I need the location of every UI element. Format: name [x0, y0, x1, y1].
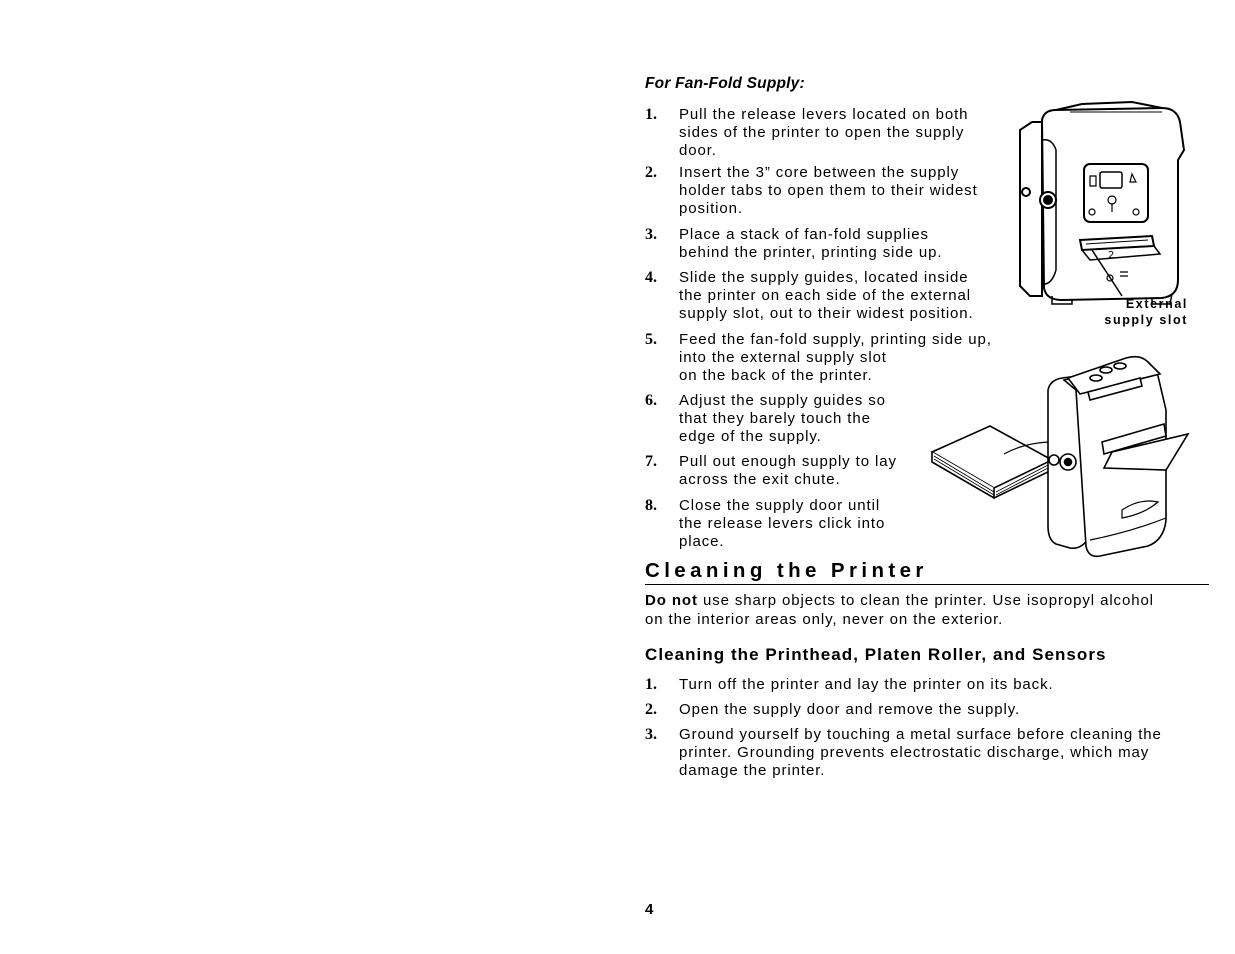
- printer-back-illustration: [1012, 100, 1192, 305]
- intro-bold: Do not: [645, 592, 698, 609]
- step-text-line: Ground yourself by touching a metal surface before cleaning the: [679, 726, 1162, 743]
- step-number: 2.: [645, 164, 657, 181]
- external-supply-slot-caption: [1100, 296, 1188, 328]
- step-text-line: holder tabs to open them to their widest: [679, 182, 978, 199]
- step-text-line: Turn off the printer and lay the printer on its back.: [679, 676, 1054, 693]
- step-number: 3.: [645, 226, 657, 243]
- svg-text:2: 2: [1108, 250, 1115, 261]
- step-text-line: edge of the supply.: [679, 428, 822, 445]
- step-text-line: position.: [679, 200, 743, 217]
- step-text-line: the printer on each side of the external: [679, 287, 971, 304]
- step-number: 4.: [645, 269, 657, 286]
- step-text-line: printer. Grounding prevents electrostatic discharge, which may: [679, 744, 1150, 761]
- step-text-line: Slide the supply guides, located inside: [679, 269, 969, 286]
- step-number: 7.: [645, 453, 657, 470]
- step-text-line: place.: [679, 533, 725, 550]
- step-number: 5.: [645, 331, 657, 348]
- step-text-line: Insert the 3” core between the supply: [679, 164, 960, 181]
- printhead-cleaning-subheading: Cleaning the Printhead, Platen Roller, and Sensors: [645, 645, 1107, 664]
- step-text-line: across the exit chute.: [679, 471, 841, 488]
- fanfold-feed-illustration: [930, 350, 1192, 560]
- step-text-line: damage the printer.: [679, 762, 826, 779]
- caption-line: External: [1125, 297, 1188, 311]
- step-text-line: the release levers click into: [679, 515, 886, 532]
- step-number: 8.: [645, 497, 657, 514]
- intro-text: use sharp objects to clean the printer. Use isopropyl alcohol: [697, 592, 1154, 609]
- step-text-line: on the back of the printer.: [679, 367, 873, 384]
- step-text-line: Pull out enough supply to lay: [679, 453, 897, 470]
- step-text-line: that they barely touch the: [679, 410, 871, 427]
- cleaning-intro: [645, 591, 1154, 629]
- intro-text-line2: on the interior areas only, never on the exterior.: [645, 611, 1004, 628]
- page-number: 4: [645, 901, 654, 918]
- step-number: 1.: [645, 676, 657, 693]
- step-text-line: sides of the printer to open the supply: [679, 124, 965, 141]
- step-number: 1.: [645, 106, 657, 123]
- caption-line: supply slot: [1104, 313, 1188, 327]
- step-text-line: Close the supply door until: [679, 497, 881, 514]
- step-text-line: Open the supply door and remove the supply.: [679, 701, 1021, 718]
- step-text-line: Place a stack of fan-fold supplies: [679, 226, 929, 243]
- heading-rule: [645, 584, 1209, 585]
- step-text-line: Adjust the supply guides so: [679, 392, 886, 409]
- step-text-line: supply slot, out to their widest position.: [679, 305, 974, 322]
- step-text-line: behind the printer, printing side up.: [679, 244, 943, 261]
- fanfold-heading: For Fan-Fold Supply:: [645, 75, 805, 92]
- step-text-line: into the external supply slot: [679, 349, 887, 366]
- step-number: 3.: [645, 726, 657, 743]
- step-number: 2.: [645, 701, 657, 718]
- step-number: 6.: [645, 392, 657, 409]
- step-text-line: Feed the fan-fold supply, printing side up,: [679, 331, 992, 348]
- cleaning-heading: Cleaning the Printer: [645, 559, 928, 582]
- step-text-line: Pull the release levers located on both: [679, 106, 969, 123]
- step-text-line: door.: [679, 142, 717, 159]
